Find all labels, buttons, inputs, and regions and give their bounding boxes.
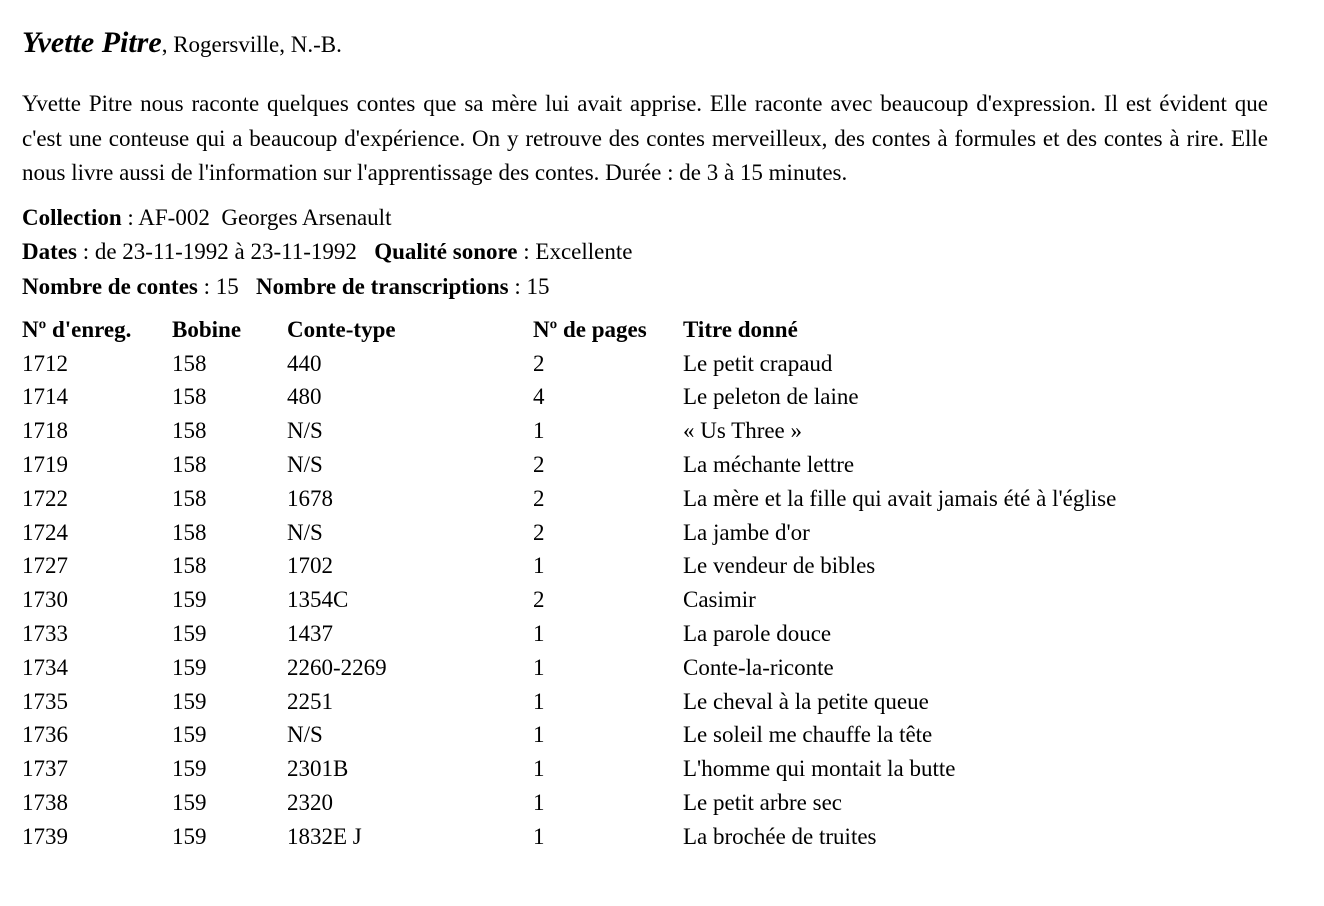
cell-num-pages: 1 — [533, 823, 545, 849]
cell-titre-donne: Le peleton de laine — [683, 384, 859, 410]
table-row — [22, 414, 1268, 448]
cell-conte-type: 2251 — [287, 688, 333, 714]
table-row — [22, 651, 1268, 685]
cell-num-enreg: 1719 — [22, 452, 68, 478]
cell-bobine: 158 — [172, 485, 207, 511]
cell-num-pages: 1 — [533, 756, 545, 782]
table-header-row — [22, 313, 1268, 347]
cell-bobine: 159 — [172, 790, 207, 816]
cell-num-pages: 1 — [533, 418, 545, 444]
cell-conte-type: 440 — [287, 350, 322, 376]
dates-label: Dates — [22, 239, 77, 265]
transcription-count-value: : 15 — [508, 274, 550, 300]
cell-titre-donne: La mère et la fille qui avait jamais été à l'église — [683, 485, 1117, 511]
cell-titre-donne: La brochée de truites — [683, 823, 877, 849]
counts-line — [22, 270, 1268, 305]
cell-bobine: 159 — [172, 621, 207, 647]
cell-conte-type: 2260-2269 — [287, 654, 387, 680]
header-titre-donne: Titre donné — [683, 316, 798, 342]
table-row — [22, 482, 1268, 516]
cell-titre-donne: La méchante lettre — [683, 452, 855, 478]
header-bobine: Bobine — [172, 316, 242, 342]
cell-titre-donne: Le vendeur de bibles — [683, 553, 876, 579]
sound-quality-label: Qualité sonore — [374, 239, 518, 265]
cell-num-enreg: 1712 — [22, 350, 68, 376]
dates-quality-line — [22, 235, 1268, 270]
table-row — [22, 685, 1268, 719]
header-conte-type: Conte-type — [287, 316, 396, 342]
cell-num-pages: 2 — [533, 350, 545, 376]
tale-count-label: Nombre de contes — [22, 274, 198, 300]
table-row — [22, 347, 1268, 381]
cell-titre-donne: La parole douce — [683, 621, 832, 647]
cell-bobine: 158 — [172, 452, 207, 478]
header-num-pages: Nº de pages — [533, 316, 647, 342]
cell-conte-type: N/S — [287, 452, 323, 478]
table-row — [22, 820, 1268, 854]
contes-table — [22, 313, 1268, 854]
cell-conte-type: 1702 — [287, 553, 333, 579]
cell-conte-type: N/S — [287, 418, 323, 444]
dates-value: : de 23-11-1992 à 23-11-1992 — [76, 239, 375, 265]
header-num-enreg: Nº d'enreg. — [22, 316, 132, 342]
informant-location: , Rogersville, N.-B. — [161, 32, 342, 57]
tale-count-value: : 15 — [197, 274, 257, 300]
table-row — [22, 448, 1268, 482]
table-row — [22, 583, 1268, 617]
cell-conte-type: 1678 — [287, 485, 333, 511]
cell-conte-type: N/S — [287, 519, 323, 545]
metadata-block — [22, 201, 1268, 305]
table-row — [22, 516, 1268, 550]
table-row — [22, 617, 1268, 651]
cell-num-enreg: 1736 — [22, 722, 68, 748]
cell-num-enreg: 1722 — [22, 485, 68, 511]
cell-num-enreg: 1718 — [22, 418, 68, 444]
description-paragraph: Yvette Pitre nous raconte quelques contes que sa mère lui avait apprise. Elle raconte avec beaucoup d'expression. Il est évident que c'est une conteuse qui a beaucoup d'expérience. On y retrouve des contes merveilleux, des contes à formules et des contes à rire. Elle nous livre aussi de l'information sur l'apprentissage des contes. Durée : de 3 à 15 minutes. — [22, 91, 1268, 186]
cell-conte-type: 480 — [287, 384, 322, 410]
cell-bobine: 159 — [172, 688, 207, 714]
cell-bobine: 159 — [172, 654, 207, 680]
collection-line — [22, 201, 1268, 236]
cell-bobine: 158 — [172, 384, 207, 410]
informant-name: Yvette Pitre — [22, 26, 162, 59]
collection-label: Collection — [22, 204, 122, 230]
cell-bobine: 158 — [172, 553, 207, 579]
cell-num-pages: 1 — [533, 654, 545, 680]
cell-num-enreg: 1730 — [22, 587, 68, 613]
cell-titre-donne: Le cheval à la petite queue — [683, 688, 929, 714]
table-row — [22, 718, 1268, 752]
cell-titre-donne: Le soleil me chauffe la tête — [683, 722, 933, 748]
cell-bobine: 159 — [172, 722, 207, 748]
transcription-count-label: Nombre de transcriptions — [256, 274, 509, 300]
table-row — [22, 380, 1268, 414]
cell-num-enreg: 1734 — [22, 654, 68, 680]
cell-conte-type: 1832E J — [287, 823, 362, 849]
cell-num-pages: 1 — [533, 722, 545, 748]
cell-titre-donne: L'homme qui montait la butte — [683, 756, 956, 782]
cell-bobine: 158 — [172, 350, 207, 376]
cell-titre-donne: Casimir — [683, 587, 756, 613]
table-body — [22, 347, 1268, 854]
cell-num-enreg: 1727 — [22, 553, 68, 579]
cell-titre-donne: Le petit crapaud — [683, 350, 833, 376]
cell-num-enreg: 1733 — [22, 621, 68, 647]
table-row — [22, 786, 1268, 820]
cell-num-enreg: 1714 — [22, 384, 68, 410]
cell-bobine: 158 — [172, 418, 207, 444]
cell-num-pages: 4 — [533, 384, 545, 410]
cell-num-pages: 2 — [533, 452, 545, 478]
collection-value: : AF-002 Georges Arsenault — [121, 204, 392, 230]
cell-num-enreg: 1737 — [22, 756, 68, 782]
cell-num-pages: 2 — [533, 485, 545, 511]
cell-titre-donne: « Us Three » — [683, 418, 803, 444]
table-row — [22, 549, 1268, 583]
cell-bobine: 158 — [172, 519, 207, 545]
cell-bobine: 159 — [172, 823, 207, 849]
cell-num-pages: 1 — [533, 790, 545, 816]
cell-num-enreg: 1739 — [22, 823, 68, 849]
cell-num-pages: 1 — [533, 621, 545, 647]
cell-num-pages: 2 — [533, 519, 545, 545]
cell-num-pages: 1 — [533, 553, 545, 579]
cell-conte-type: 2301B — [287, 756, 349, 782]
cell-bobine: 159 — [172, 756, 207, 782]
cell-num-pages: 2 — [533, 587, 545, 613]
cell-titre-donne: Conte-la-riconte — [683, 654, 834, 680]
cell-conte-type: N/S — [287, 722, 323, 748]
sound-quality-value: : Excellente — [517, 239, 633, 265]
cell-titre-donne: La jambe d'or — [683, 519, 810, 545]
cell-bobine: 159 — [172, 587, 207, 613]
cell-titre-donne: Le petit arbre sec — [683, 790, 842, 816]
cell-num-pages: 1 — [533, 688, 545, 714]
cell-num-enreg: 1724 — [22, 519, 68, 545]
cell-num-enreg: 1735 — [22, 688, 68, 714]
cell-conte-type: 1354C — [287, 587, 349, 613]
cell-num-enreg: 1738 — [22, 790, 68, 816]
table-row — [22, 752, 1268, 786]
cell-conte-type: 1437 — [287, 621, 333, 647]
cell-conte-type: 2320 — [287, 790, 333, 816]
page-title — [22, 24, 1268, 64]
